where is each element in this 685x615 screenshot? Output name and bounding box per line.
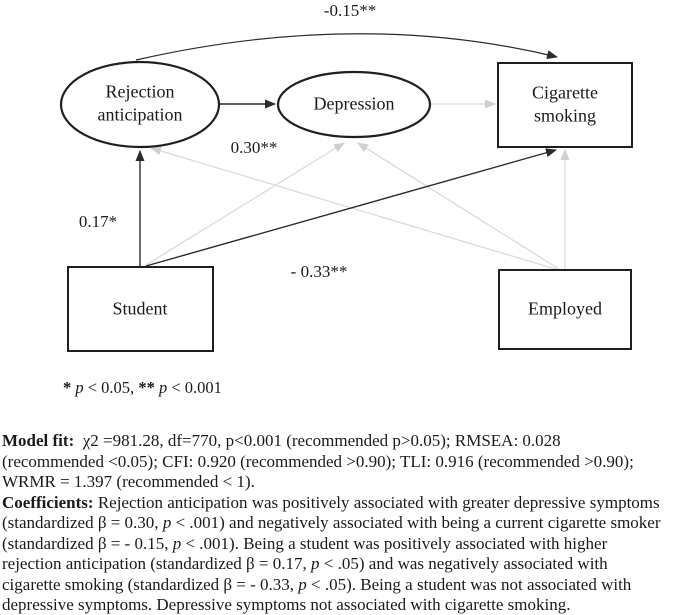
- caption-line: [2, 534, 683, 555]
- text-segment: (recommended <0.05); CFI: 0.920 (recommended >0.90); TLI: 0.916 (recommended >0.90);: [2, 451, 634, 471]
- text-segment: p: [298, 574, 307, 594]
- coefficient-student-to-cigarette: - 0.33**: [290, 262, 348, 281]
- figure-caption: [2, 431, 683, 615]
- path-student-to-cigarette: [146, 150, 556, 266]
- text-segment: Rejection anticipation was positively associated with greater depressive symptoms: [97, 492, 660, 512]
- caption-line: [2, 493, 683, 514]
- text-segment: < .05). Being a student was not associated with: [306, 574, 632, 594]
- text-segment: < 0.05,: [83, 378, 139, 397]
- student-label: Student: [112, 298, 168, 319]
- coefficient-rejection-to-cigarette: -0.15**: [323, 1, 377, 20]
- text-segment: < .001). Being a student was positively associated with higher: [181, 533, 608, 553]
- text-segment: < 0.001: [167, 378, 222, 397]
- rejection-anticipation-label: Rejection anticipation: [97, 81, 183, 125]
- cigarette-smoking-label: Cigarette smoking: [532, 82, 598, 126]
- text-segment: p: [158, 378, 168, 397]
- path-rejection-to-cigarette-curve: [136, 34, 557, 60]
- text-segment: (standardized β = - 0.15,: [2, 533, 173, 553]
- caption-line: [2, 452, 683, 473]
- text-segment: p: [172, 533, 182, 553]
- coefficient-student-to-rejection: 0.17*: [78, 212, 118, 231]
- text-segment: WRMR = 1.397 (recommended < 1).: [2, 472, 255, 491]
- text-segment: p: [311, 554, 320, 573]
- coefficient-rejection-to-depression: 0.30**: [230, 138, 278, 157]
- caption-line: [2, 595, 683, 615]
- text-segment: Model fit:: [2, 431, 79, 450]
- employed-label: Employed: [528, 298, 602, 319]
- caption-line: [2, 513, 683, 534]
- path-student-to-depression: [146, 143, 344, 265]
- text-segment: Coefficients:: [2, 492, 98, 512]
- text-segment: (standardized β = 0.30,: [2, 513, 163, 532]
- text-segment: < .05) and was negatively associated with: [319, 554, 608, 573]
- significance-note: [63, 378, 222, 398]
- path-employed-to-depression: [358, 143, 562, 271]
- caption-line: [2, 472, 683, 493]
- text-segment: **: [138, 378, 159, 397]
- text-segment: *: [63, 378, 76, 397]
- text-segment: rejection anticipation (standardized β = 0.17,: [2, 554, 312, 573]
- caption-line: [2, 575, 683, 596]
- caption-line: [2, 554, 683, 575]
- text-segment: depressive symptoms. Depressive symptoms not associated with cigarette smoking.: [2, 595, 571, 614]
- depression-label: Depression: [313, 93, 395, 114]
- text-segment: < .001) and negatively associated with being a current cigarette smoker: [171, 513, 661, 532]
- text-segment: χ2 =981.28, df=770, p<0.001 (recommended p>0.05); RMSEA: 0.028: [78, 431, 561, 450]
- text-segment: p: [75, 378, 84, 397]
- text-segment: p: [162, 513, 172, 532]
- caption-line: [2, 431, 683, 452]
- text-segment: cigarette smoking (standardized β = - 0.33,: [2, 574, 299, 594]
